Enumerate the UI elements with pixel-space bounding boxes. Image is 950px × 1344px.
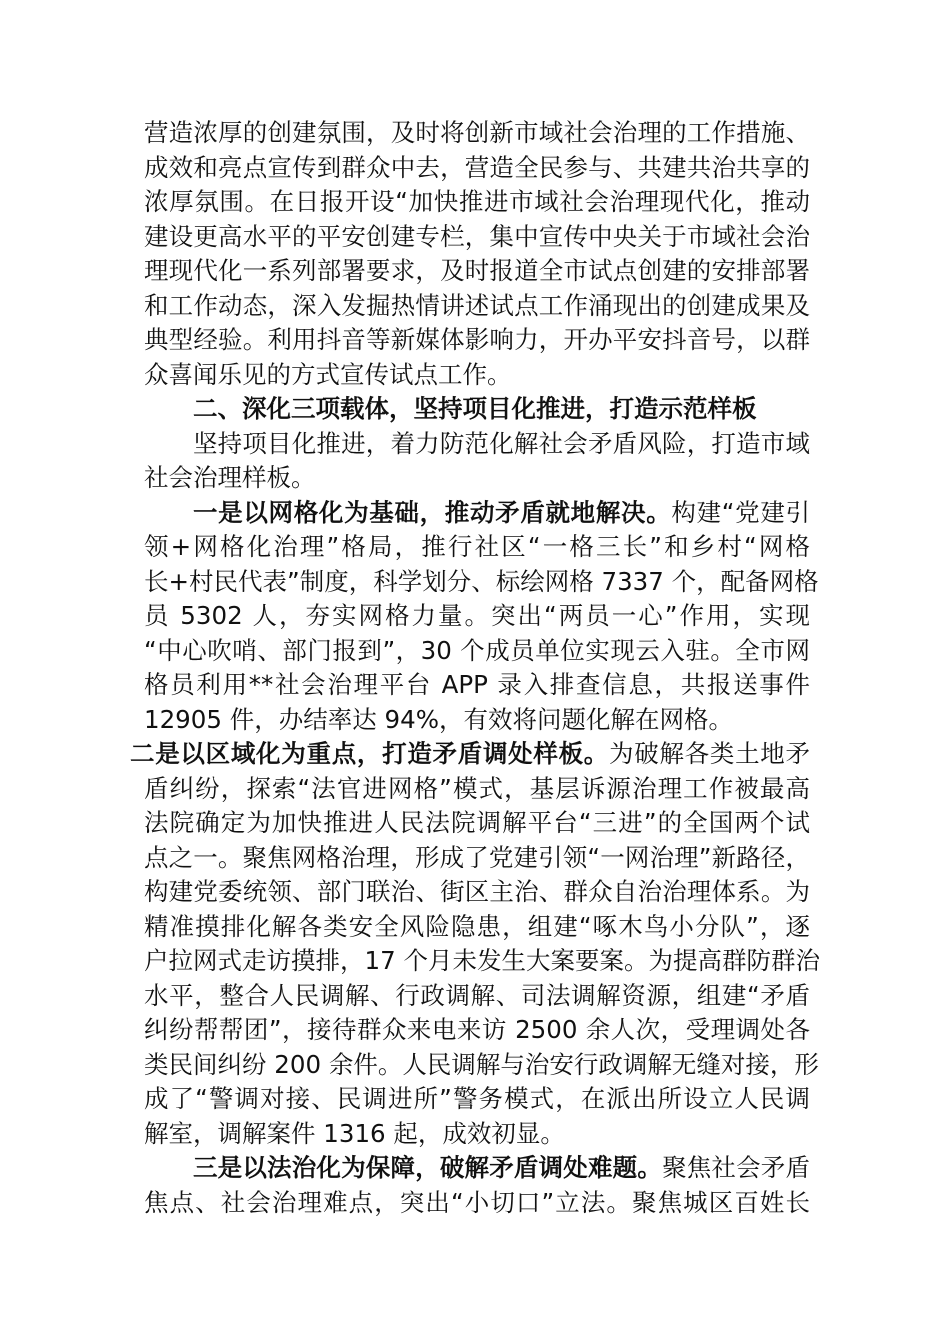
line-text: 成效和亮点宣传到群众中去，营造全民参与、共建共治共享的 — [144, 152, 810, 182]
text-line — [144, 461, 810, 496]
line-text: 领+网格化治理”格局，推行社区“一格三长”和乡村“网格 — [144, 532, 810, 561]
text-line — [144, 1082, 810, 1117]
text-line — [144, 392, 810, 427]
line-text: 长+村民代表”制度，科学划分、标绘网格 7337 个，配备网格 — [144, 566, 819, 596]
line-text: 水平，整合人民调解、行政调解、司法调解资源，组建“矛盾 — [144, 980, 810, 1010]
text-line — [144, 910, 810, 945]
text-line — [144, 1151, 810, 1186]
line-text: 焦点、社会治理难点，突出“小切口”立法。聚焦城区百姓长 — [144, 1187, 810, 1217]
bold-lead: 一是以网格化为基础，推动矛盾就地解决。 — [193, 497, 672, 527]
line-text: 理现代化一系列部署要求，及时报道全市试点创建的安排部署 — [144, 256, 810, 285]
text-line — [144, 427, 810, 462]
line-text: 成了“警调对接、民调进所”警务模式，在派出所设立人民调 — [144, 1084, 810, 1113]
line-text: 员 5302 人，夯实网格力量。突出“两员一心”作用，实现 — [144, 601, 810, 630]
text-line — [144, 1117, 810, 1152]
line-text: 精准摸排化解各类安全风险隐患，组建“啄木鸟小分队”，逐 — [144, 911, 810, 941]
text-line — [144, 806, 810, 841]
text-line — [144, 841, 810, 876]
line-text: “中心吹哨、部门报到”，30 个成员单位实现云入驻。全市网 — [144, 635, 810, 665]
line-text: 12905 件，办结率达 94%，有效将问题化解在网格。 — [144, 704, 733, 734]
text-line — [144, 634, 810, 669]
line-text: 构建“党建引 — [671, 497, 810, 527]
line-text: 法院确定为加快推进人民法院调解平台“三进”的全国两个试 — [144, 808, 810, 837]
line-text: 和工作动态，深入发掘热情讲述试点工作涌现出的创建成果及 — [144, 290, 810, 320]
text-line — [144, 289, 810, 324]
text-line — [144, 116, 810, 151]
text-line — [144, 220, 810, 255]
text-line — [144, 565, 819, 600]
line-text: 纠纷帮帮团”，接待群众来电来访 2500 余人次，受理调处各 — [144, 1015, 810, 1044]
text-line — [144, 875, 810, 910]
line-text: 建设更高水平的平安创建专栏，集中宣传中央关于市域社会治 — [144, 221, 810, 251]
line-text: 盾纠纷，探索“法官进网格”模式，基层诉源治理工作被最高 — [144, 773, 810, 803]
text-line — [144, 254, 810, 289]
text-line — [144, 703, 810, 738]
line-text: 户拉网式走访摸排，17 个月未发生大案要案。为提高群防群治 — [144, 946, 820, 975]
text-line — [144, 185, 810, 220]
text-line — [144, 323, 810, 358]
line-text: 坚持项目化推进，着力防范化解社会矛盾风险，打造市域 — [193, 428, 810, 458]
text-line — [144, 944, 820, 979]
bold-lead: 三是以法治化为保障，破解矛盾调处难题。 — [193, 1153, 663, 1182]
line-text: 点之一。聚焦网格治理，形成了党建引领“一网治理”新路径， — [144, 842, 810, 872]
text-line — [144, 151, 810, 186]
line-text: 众喜闻乐见的方式宣传试点工作。 — [144, 359, 512, 389]
bold-lead: 二是以区域化为重点，打造矛盾调处样板。 — [130, 739, 610, 768]
line-text: 营造浓厚的创建氛围，及时将创新市域社会治理的工作措施、 — [144, 118, 810, 147]
text-line — [144, 1013, 810, 1048]
line-text: 社会治理样板。 — [144, 463, 316, 492]
line-text: 为破解各类土地矛 — [609, 739, 811, 768]
bold-lead: 二、深化三项载体，坚持项目化推进，打造示范样板 — [193, 394, 757, 423]
line-text: 构建党委统领、部门联治、街区主治、群众自治治理体系。为 — [144, 877, 810, 906]
text-line — [144, 979, 810, 1014]
text-line — [144, 772, 810, 807]
text-line — [144, 530, 810, 565]
line-text: 浓厚氛围。在日报开设“加快推进市域社会治理现代化，推动 — [144, 187, 810, 216]
line-text: 解室，调解案件 1316 起，成效初显。 — [144, 1118, 565, 1148]
line-text: 类民间纠纷 200 余件。人民调解与治安行政调解无缝对接，形 — [144, 1049, 819, 1079]
text-line — [144, 496, 810, 531]
body-text — [130, 116, 820, 1220]
text-line — [144, 358, 810, 393]
line-text: 典型经验。利用抖音等新媒体影响力，开办平安抖音号，以群 — [144, 325, 810, 354]
line-text: 格员利用**社会治理平台 APP 录入排查信息，共报送事件 — [144, 670, 810, 699]
text-line — [130, 737, 810, 772]
line-text: 聚焦社会矛盾 — [662, 1153, 810, 1182]
text-line — [144, 599, 810, 634]
text-line — [144, 1048, 819, 1083]
text-line — [144, 668, 810, 703]
text-line — [144, 1186, 810, 1221]
